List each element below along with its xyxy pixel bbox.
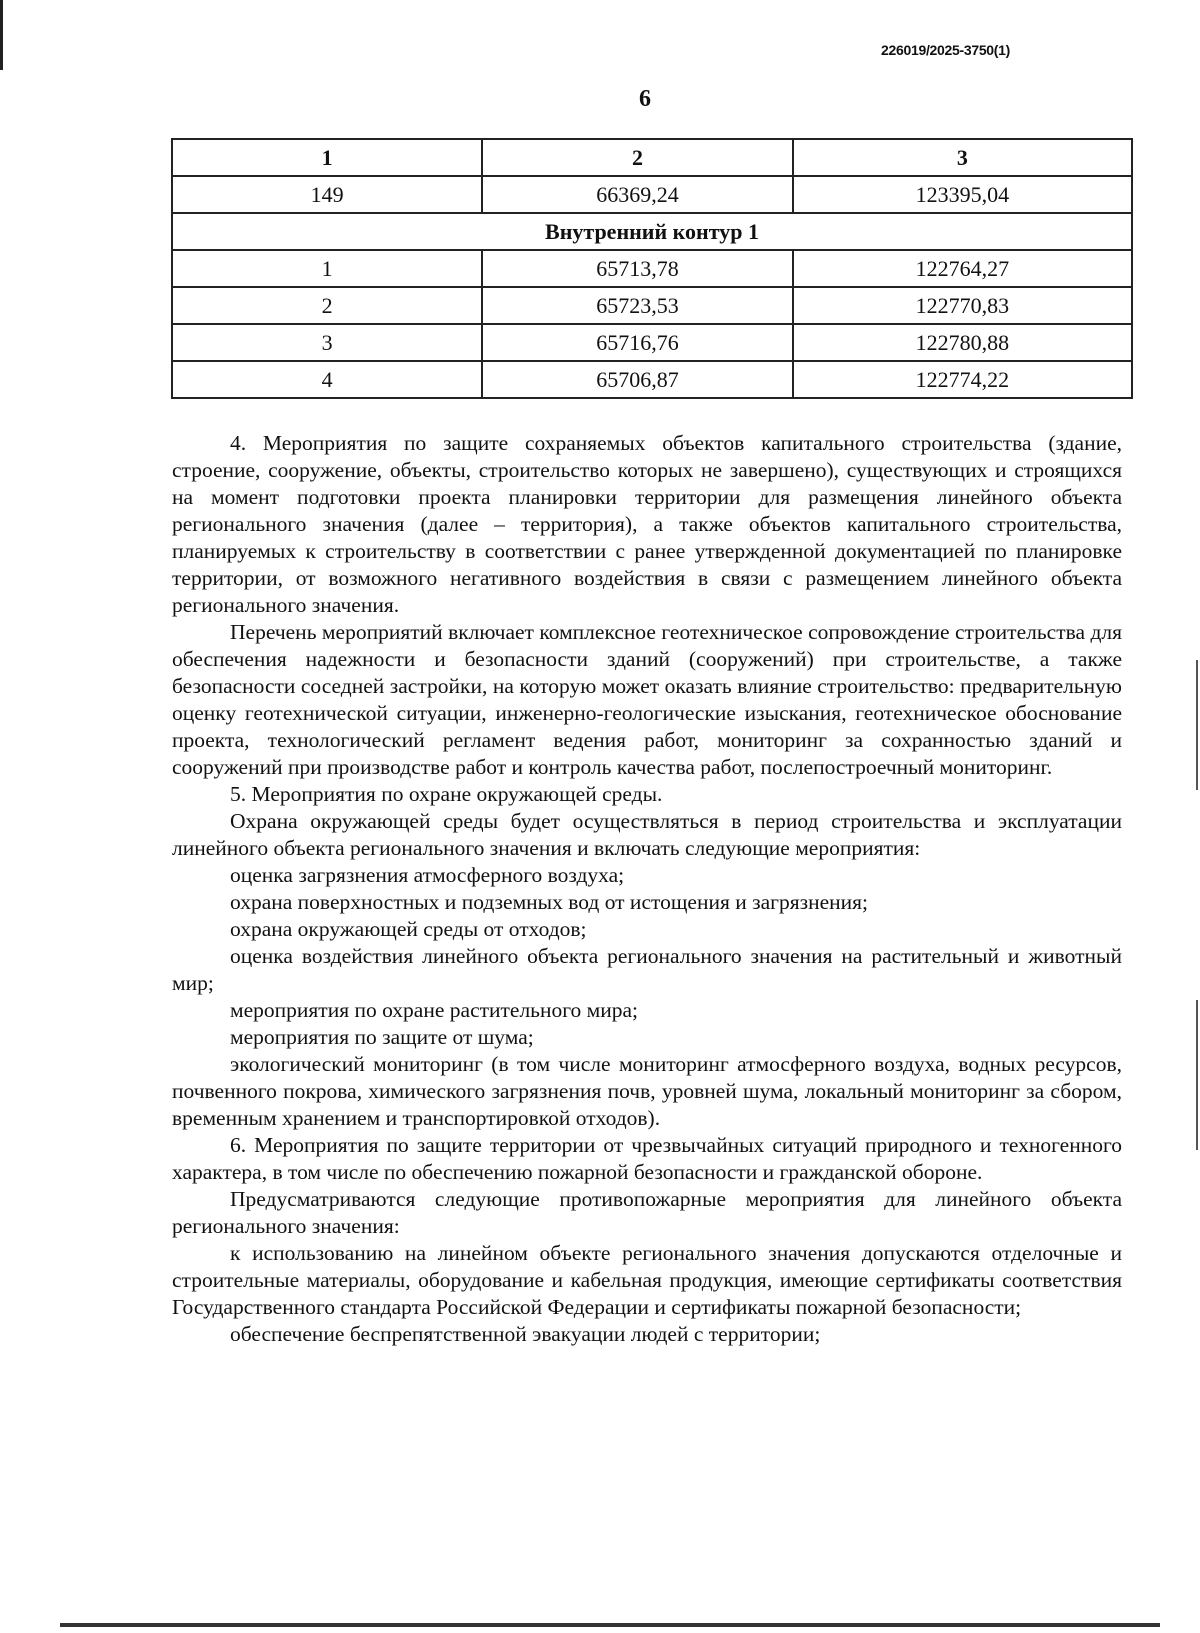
list-item: оценка воздействия линейного объекта регионального значения на растительный и животный мир; — [172, 944, 1122, 995]
table-section-title: Внутренний контур 1 — [172, 213, 1132, 250]
table-cell: 123395,04 — [793, 176, 1132, 213]
scan-edge-mark — [0, 0, 3, 70]
table-cell: 66369,24 — [482, 176, 792, 213]
scan-edge-mark — [60, 1623, 1160, 1627]
table-cell: 65723,53 — [482, 287, 792, 324]
table-cell: 1 — [172, 250, 482, 287]
section-6-heading-paragraph: 6. Мероприятия по защите территории от чрезвычайных ситуаций природного и техногенного характера, в том числе по обеспечению пожарной безопасности и гражданской обороне. — [172, 1133, 1122, 1184]
list-item: охрана поверхностных и подземных вод от истощения и загрязнения; — [230, 890, 869, 914]
section-5-heading: 5. Мероприятия по охране окружающей среды. — [230, 782, 663, 806]
table-row — [172, 250, 1132, 287]
table-header-cell: 2 — [482, 139, 792, 176]
page-number: 6 — [639, 86, 651, 112]
table-cell: 122770,83 — [793, 287, 1132, 324]
table-cell: 65706,87 — [482, 361, 792, 398]
list-item: мероприятия по охране растительного мира; — [230, 998, 639, 1022]
document-number: 226019/2025-3750(1) — [881, 42, 1010, 58]
table-cell: 65716,76 — [482, 324, 792, 361]
list-item: оценка загрязнения атмосферного воздуха; — [230, 863, 625, 887]
table-cell: 122774,22 — [793, 361, 1132, 398]
table-header-cell: 1 — [172, 139, 482, 176]
section-4-heading-paragraph: 4. Мероприятия по защите сохраняемых объектов капитального строительства (здание, строение, сооружение, объекты, строительство которых не завершено), существующих и строящихся на момент подготовки проекта планировки территории для размещения линейного объекта регионального значения (далее – территория), а также объектов капитального строительства, планируемых к строительству в соответствии с ранее утвержденной документацией по планировке территории, от возможного негативного воздействия в связи с размещением линейного объекта регионального значения. — [172, 431, 1122, 617]
list-item: экологический мониторинг (в том числе мониторинг атмосферного воздуха, водных ресурсов, почвенного покрова, химического загрязнения почв, уровней шума, локальный мониторинг за сбором, временным хранением и транспортировкой отходов). — [172, 1052, 1122, 1130]
table-row — [172, 287, 1132, 324]
coordinates-table — [171, 138, 1133, 399]
table-cell: 4 — [172, 361, 482, 398]
table-cell: 149 — [172, 176, 482, 213]
list-item: к использованию на линейном объекте регионального значения допускаются отделочные и строительные материалы, оборудование и кабельная продукция, имеющие сертификаты соответствия Государственного стандарта Российской Федерации и сертификаты пожарной безопасности; — [172, 1241, 1122, 1319]
table-section-row — [172, 213, 1132, 250]
list-item: охрана окружающей среды от отходов; — [230, 917, 587, 941]
table-cell: 2 — [172, 287, 482, 324]
table-header-row — [172, 139, 1132, 176]
table-cell: 3 — [172, 324, 482, 361]
table-row — [172, 361, 1132, 398]
paragraph: Предусматриваются следующие противопожарные мероприятия для линейного объекта регионального значения: — [172, 1187, 1122, 1238]
document-body — [172, 430, 1122, 1348]
table-cell: 122780,88 — [793, 324, 1132, 361]
paragraph: Охрана окружающей среды будет осуществляться в период строительства и эксплуатации линейного объекта регионального значения и включать следующие мероприятия: — [172, 809, 1122, 860]
paragraph: Перечень мероприятий включает комплексное геотехническое сопровождение строительства для обеспечения надежности и безопасности зданий (сооружений) при строительстве, а также безопасности соседней застройки, на которую может оказать влияние строительство: предварительную оценку геотехнической ситуации, инженерно-геологические изыскания, геотехническое обоснование проекта, технологический регламент ведения работ, мониторинг за сохранностью зданий и сооружений при производстве работ и контроль качества работ, послепостроечный мониторинг. — [172, 620, 1122, 779]
table-row — [172, 324, 1132, 361]
table-header-cell: 3 — [793, 139, 1132, 176]
table-cell: 65713,78 — [482, 250, 792, 287]
scan-edge-mark — [1196, 1000, 1198, 1150]
scan-edge-mark — [1196, 660, 1198, 790]
table-cell: 122764,27 — [793, 250, 1132, 287]
table-row — [172, 176, 1132, 213]
list-item: обеспечение беспрепятственной эвакуации людей с территории; — [230, 1322, 821, 1346]
list-item: мероприятия по защите от шума; — [230, 1025, 534, 1049]
